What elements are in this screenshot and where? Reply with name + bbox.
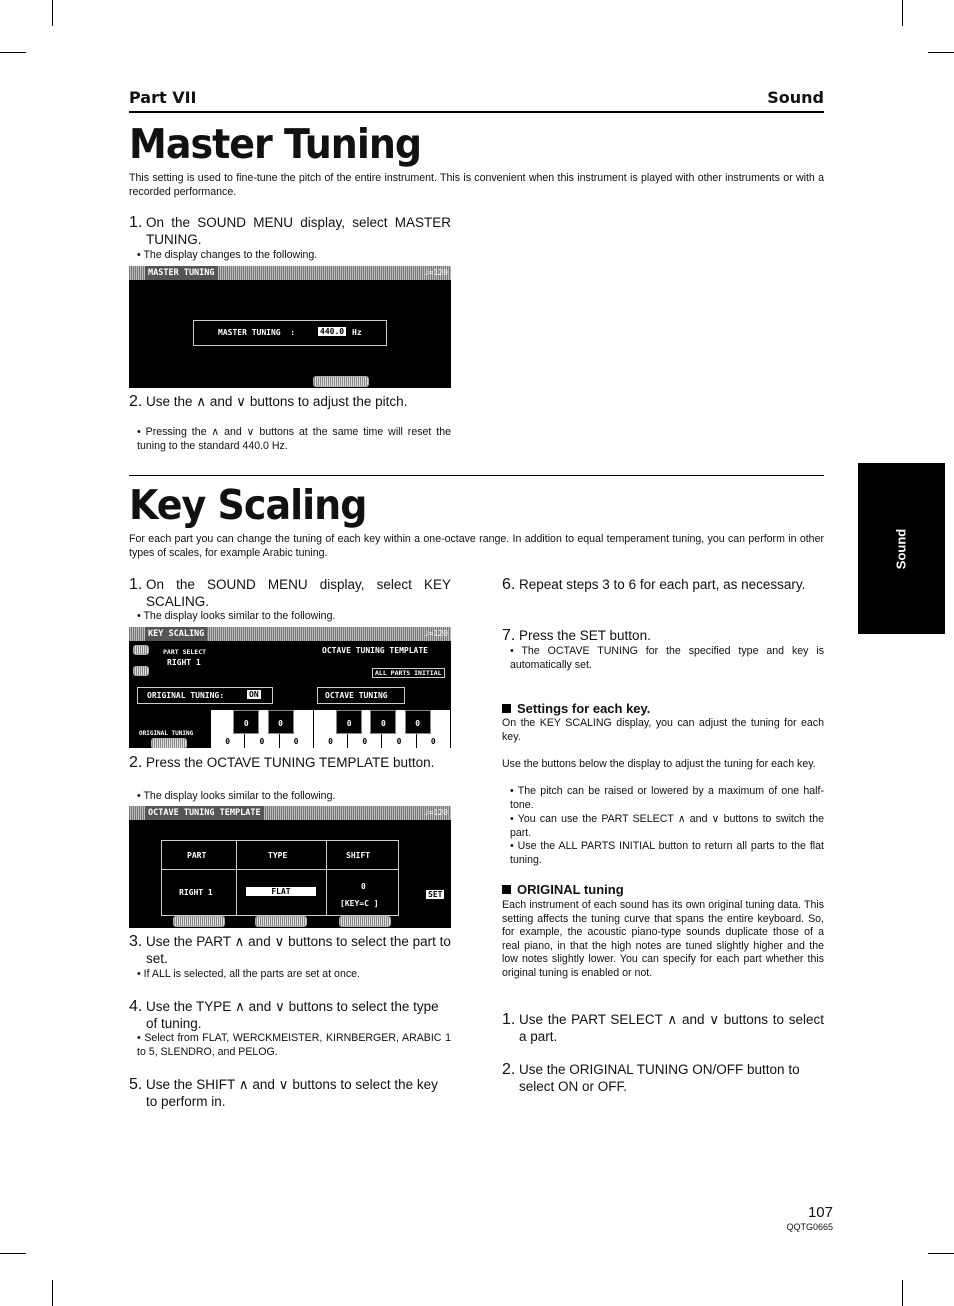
step-text: Use the TYPE ∧ and ∨ buttons to select the type of tuning. — [146, 999, 439, 1031]
mt-step1 — [129, 214, 451, 248]
crop-mark — [902, 0, 903, 26]
step-number: 6. — [502, 576, 516, 593]
original-tuning-small: ORIGINAL TUNING — [139, 730, 194, 737]
ks-step3-note: • If ALL is selected, all the parts are set at once. — [137, 968, 360, 980]
orig-step2 — [502, 1061, 824, 1095]
template-table — [161, 840, 399, 916]
settings-heading — [502, 701, 650, 716]
white-key-value: 0 — [293, 737, 299, 746]
step-text: Use the PART SELECT ∧ and ∨ buttons to select a part. — [519, 1012, 824, 1044]
shift-button[interactable] — [339, 916, 391, 927]
key-value: [KEY=C ] — [340, 899, 379, 908]
crop-mark — [0, 52, 26, 53]
step-text: Press the OCTAVE TUNING TEMPLATE button. — [146, 755, 435, 770]
part-select-label: PART SELECT — [163, 648, 207, 656]
part-down-button[interactable] — [133, 666, 149, 676]
tuning-label: MASTER TUNING : — [218, 328, 296, 337]
step-number: 2. — [502, 1061, 516, 1078]
black-key[interactable] — [233, 710, 259, 734]
black-key[interactable] — [268, 710, 294, 734]
header-section: Sound — [767, 88, 824, 107]
set-button[interactable]: SET — [428, 890, 443, 899]
col-part: PART — [187, 851, 207, 860]
doc-code: QQTG0665 — [786, 1222, 833, 1232]
crop-mark — [0, 1253, 26, 1254]
original-paragraph: Each instrument of each sound has its own original tuning data. This setting affects the tuning curve that spans the entire keyboard. So, for example, the acoustic piano-type sounds duplicate those of a real piano, in that the high notes are tuned slightly higher and the low notes slightly lower. You can specify for each part whether this original tuning is enabled or not. — [502, 899, 824, 979]
settings-b3: • Use the ALL PARTS INITIAL button to return all parts to the flat tuning. — [510, 840, 824, 866]
ks-step4-note: • Select from FLAT, WERCKMEISTER, KIRNBERGER, ARABIC 1 to 5, SLENDRO, and PELOG. — [137, 1032, 451, 1058]
black-key[interactable] — [370, 710, 396, 734]
crop-mark — [52, 1280, 53, 1306]
mt-step1-note: • The display changes to the following. — [137, 249, 318, 261]
orig-step1 — [502, 1011, 824, 1045]
octave-template-screen — [129, 806, 451, 928]
mt-step2 — [129, 393, 451, 410]
master-tuning-title: Master Tuning — [129, 120, 422, 168]
step-number: 1. — [129, 576, 143, 593]
step-number: 7. — [502, 627, 516, 644]
black-key-value: 0 — [278, 719, 283, 728]
side-tab — [858, 463, 945, 634]
table-col-line — [236, 841, 237, 915]
white-key-value: 0 — [362, 737, 368, 746]
ks-step4 — [129, 998, 451, 1032]
octave-template-button[interactable]: OCTAVE TUNING TEMPLATE — [322, 646, 428, 655]
col-shift: SHIFT — [346, 851, 371, 860]
black-key-value: 0 — [381, 719, 386, 728]
step-text: Repeat steps 3 to 6 for each part, as necessary. — [519, 577, 806, 592]
ks-step5 — [129, 1076, 451, 1110]
shift-value: 0 — [361, 882, 366, 891]
part-button[interactable] — [173, 916, 225, 927]
step-number: 2. — [129, 754, 143, 771]
step-number: 1. — [129, 214, 143, 231]
square-bullet-icon — [502, 704, 511, 713]
black-key[interactable] — [405, 710, 431, 734]
screen-title: MASTER TUNING — [145, 266, 218, 280]
keyboard — [211, 710, 451, 748]
step-text: Use the ∧ and ∨ buttons to adjust the pitch. — [146, 394, 408, 409]
original-button[interactable] — [151, 738, 187, 748]
black-key[interactable] — [336, 710, 362, 734]
screen-titlebar — [129, 627, 451, 641]
key-scaling-title: Key Scaling — [129, 481, 367, 529]
crop-mark — [902, 1280, 903, 1306]
up-down-button[interactable] — [313, 376, 369, 387]
step-number: 4. — [129, 998, 143, 1015]
square-bullet-icon — [502, 885, 511, 894]
black-key-value: 0 — [346, 719, 352, 728]
ks-step1 — [129, 576, 451, 610]
key-scaling-intro: For each part you can change the tuning of each key within a one-octave range. In addition to equal temperament tuning, you can perform in other types of scales, for example Arabic tuning. — [129, 533, 824, 559]
ks-step2 — [129, 754, 451, 771]
header-part: Part VII — [129, 88, 197, 107]
header-rule — [129, 111, 824, 113]
step-text: Press the SET button. — [519, 628, 651, 643]
part-up-button[interactable] — [133, 645, 149, 655]
original-heading — [502, 882, 624, 897]
screen-title: OCTAVE TUNING TEMPLATE — [145, 806, 264, 820]
original-tuning-label: ORIGINAL TUNING: — [147, 691, 225, 700]
ks-step6 — [502, 576, 824, 593]
settings-p2: Use the buttons below the display to adjust the tuning for each key. — [502, 758, 816, 770]
part-value: RIGHT 1 — [179, 888, 213, 897]
white-key-value: 0 — [225, 737, 231, 746]
screen-title: KEY SCALING — [145, 627, 207, 641]
ks-step2-note: • The display looks similar to the following. — [137, 790, 336, 802]
table-header-line — [162, 869, 398, 870]
part-value: RIGHT 1 — [167, 658, 201, 667]
settings-heading-text: Settings for each key. — [517, 701, 651, 716]
step-text: Use the PART ∧ and ∨ buttons to select the part to set. — [146, 934, 451, 966]
step-number: 1. — [502, 1011, 516, 1028]
type-value: FLAT — [246, 887, 316, 896]
col-type: TYPE — [268, 851, 288, 860]
black-key-value: 0 — [243, 719, 249, 728]
original-tuning-box[interactable] — [137, 687, 273, 704]
step-number: 3. — [129, 933, 143, 950]
tuning-unit: Hz — [352, 328, 362, 337]
settings-b2: • You can use the PART SELECT ∧ and ∨ buttons to switch the part. — [510, 813, 824, 839]
section-divider — [129, 475, 824, 476]
settings-p1: On the KEY SCALING display, you can adjust the tuning for each key. — [502, 717, 824, 743]
octave-tuning-label: OCTAVE TUNING — [325, 691, 388, 700]
original-heading-text: ORIGINAL tuning — [517, 882, 624, 897]
original-tuning-on: ON — [249, 690, 259, 699]
tuning-box — [193, 320, 387, 346]
step-text: Use the ORIGINAL TUNING ON/OFF button to select ON or OFF. — [519, 1062, 800, 1094]
tuning-value[interactable]: 440.0 — [320, 327, 345, 336]
type-button[interactable] — [255, 916, 307, 927]
master-tuning-intro: This setting is used to fine-tune the pitch of the entire instrument. This is convenient when this instrument is played with other instruments or with a recorded performance. — [129, 172, 824, 198]
black-key-value: 0 — [415, 719, 421, 728]
white-key-value: 0 — [430, 737, 436, 746]
side-tab-label: Sound — [893, 528, 909, 570]
octave-tuning-box — [317, 687, 405, 704]
tempo-label: ♩=120 — [423, 808, 448, 817]
all-parts-initial-button[interactable]: ALL PARTS INITIAL — [372, 668, 445, 678]
tempo-label: ♩=120 — [423, 629, 448, 638]
tempo-label: ♩=120 — [423, 268, 448, 277]
crop-mark — [928, 1253, 954, 1254]
white-key-value: 0 — [328, 737, 333, 746]
master-tuning-screen — [129, 266, 451, 388]
settings-b1: • The pitch can be raised or lowered by a maximum of one half-tone. — [510, 785, 824, 811]
step-number: 2. — [129, 393, 143, 410]
ks-step1-note: • The display looks similar to the following. — [137, 610, 336, 622]
step-text: Use the SHIFT ∧ and ∨ buttons to select the key to perform in. — [146, 1077, 438, 1109]
step-text: On the SOUND MENU display, select MASTER TUNING. — [146, 215, 451, 247]
table-col-line — [326, 841, 327, 915]
white-key-value: 0 — [396, 737, 402, 746]
crop-mark — [928, 52, 954, 53]
mt-step2-note: • Pressing the ∧ and ∨ buttons at the same time will reset the tuning to the standard 440.0 Hz. — [137, 426, 451, 452]
step-text: On the SOUND MENU display, select KEY SCALING. — [146, 577, 451, 609]
ks-step7 — [502, 627, 824, 644]
ks-step7-note: • The OCTAVE TUNING for the specified type and key is automatically set. — [510, 645, 824, 671]
key-scaling-screen — [129, 627, 451, 748]
step-number: 5. — [129, 1076, 143, 1093]
ks-step3 — [129, 933, 451, 967]
crop-mark — [52, 0, 53, 26]
white-key-value: 0 — [259, 737, 265, 746]
page-number: 107 — [807, 1204, 833, 1221]
screen-titlebar — [129, 266, 451, 280]
screen-titlebar — [129, 806, 451, 820]
